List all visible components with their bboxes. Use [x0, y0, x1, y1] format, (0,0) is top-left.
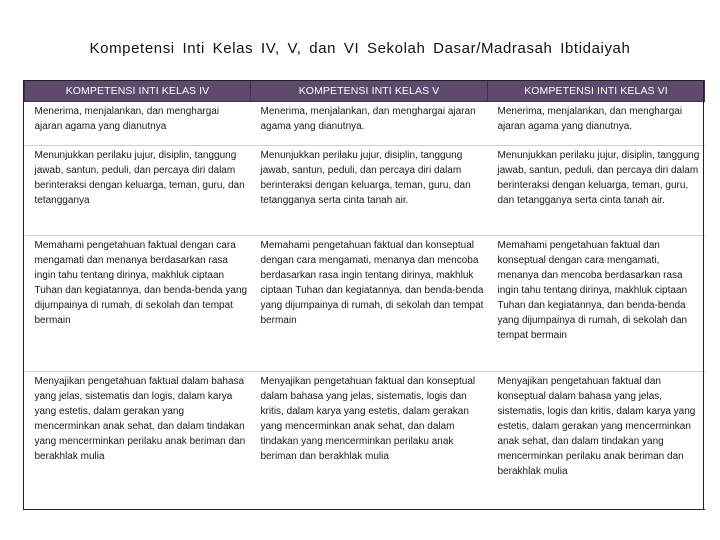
- table-cell: Menerima, menjalankan, dan menghargai ajaran agama yang dianutnya: [25, 102, 251, 146]
- competency-table: [24, 80, 705, 510]
- table-row-ki-1: [25, 102, 705, 146]
- table-cell: Memahami pengetahuan faktual dan konseptual dengan cara mengamati, menanya dan mencoba berdasarkan rasa ingin tahu tentang dirinya, makhluk ciptaan Tuhan dan kegiatannya, dan benda-benda yang dijumpainya di rumah, di sekolah dan tempat bermain: [488, 236, 705, 372]
- table-cell: Menyajikan pengetahuan faktual dan konseptual dalam bahasa yang jelas, sistematis, logis dan kritis, dalam karya yang estetis, dalam gerakan yang mencerminkan anak sehat, dan dalam tindakan yang mencerminkan perilaku anak beriman dan berakhlak mulia: [251, 372, 488, 510]
- column-header-kelas-vi: KOMPETENSI INTI KELAS VI: [488, 81, 705, 102]
- table-cell: Menunjukkan perilaku jujur, disiplin, tanggung jawab, santun, peduli, dan percaya diri dalam berinteraksi dengan keluarga, teman, guru, dan tetangganya serta cinta tanah air.: [488, 146, 705, 236]
- table-cell: Menerima, menjalankan, dan menghargai ajaran agama yang dianutnya.: [488, 102, 705, 146]
- column-header-kelas-iv: KOMPETENSI INTI KELAS IV: [25, 81, 251, 102]
- table-cell: Menyajikan pengetahuan faktual dalam bahasa yang jelas, sistematis dan logis, dalam karya yang estetis, dalam gerakan yang mencerminkan anak sehat, dan dalam tindakan yang mencerminkan perilaku anak beriman dan berakhlak mulia: [25, 372, 251, 510]
- table-header-row: [25, 81, 705, 102]
- table-row-ki-3: [25, 236, 705, 372]
- table-row-ki-2: [25, 146, 705, 236]
- table-cell: Memahami pengetahuan faktual dengan cara mengamati dan menanya berdasarkan rasa ingin tahu tentang dirinya, makhluk ciptaan Tuhan dan kegiatannya, dan benda-benda yang dijumpainya di rumah, di sekolah dan tempat bermain: [25, 236, 251, 372]
- table-cell: Menyajikan pengetahuan faktual dan konseptual dalam bahasa yang jelas, sistematis, logis dan kritis, dalam karya yang estetis, dalam gerakan yang mencerminkan anak sehat, dan dalam tindakan yang mencerminkan perilaku anak beriman dan berakhlak mulia: [488, 372, 705, 510]
- column-header-kelas-v: KOMPETENSI INTI KELAS V: [251, 81, 488, 102]
- table-row-ki-4: [25, 372, 705, 510]
- table-cell: Menunjukkan perilaku jujur, disiplin, tanggung jawab, santun, peduli, dan percaya diri dalam berinteraksi dengan keluarga, teman, guru, dan tetangganya: [25, 146, 251, 236]
- page-title: Kompetensi Inti Kelas IV, V, dan VI Sekolah Dasar/Madrasah Ibtidaiyah: [89, 40, 631, 57]
- table-cell: Memahami pengetahuan faktual dan konseptual dengan cara mengamati, menanya dan mencoba berdasarkan rasa ingin tentang dirinya, makhluk ciptaan Tuhan dan kegiatannya, dan benda-benda yang dijumpainya di rumah, di sekolah dan tempat bermain: [251, 236, 488, 372]
- table-cell: Menerima, menjalankan, dan menghargai ajaran agama yang dianutnya.: [251, 102, 488, 146]
- table-cell: Menunjukkan perilaku jujur, disiplin, tanggung jawab, santun, peduli, dan percaya diri dalam berinteraksi dengan keluarga, teman, guru, dan tetangganya serta cinta tanah air.: [251, 146, 488, 236]
